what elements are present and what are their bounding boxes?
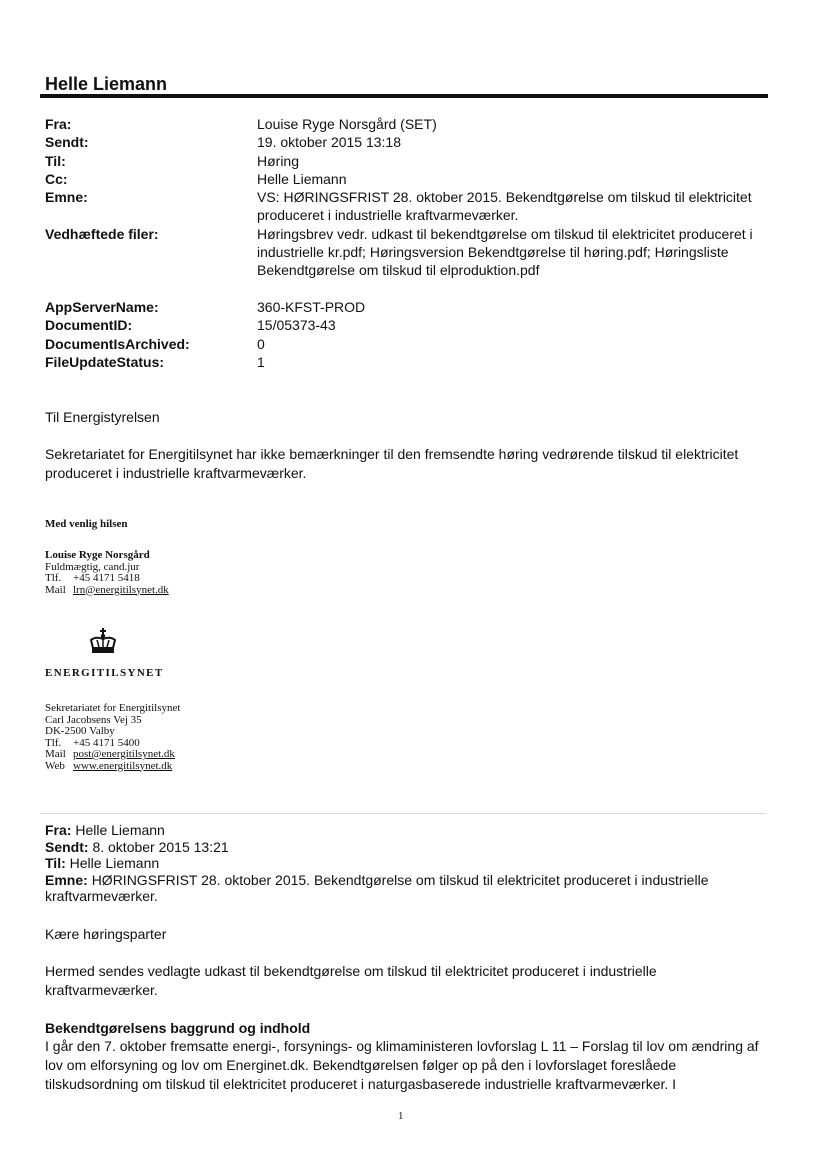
header-label: Emne:	[45, 189, 88, 206]
signature-mail-line	[45, 585, 169, 597]
office-mail-link[interactable]: post@energitilsynet.dk	[73, 748, 175, 760]
meta-label: FileUpdateStatus:	[45, 353, 165, 370]
energitilsynet-logo-text: ENERGITILSYNET	[45, 667, 164, 679]
fwd-sent-label: Sendt:	[45, 838, 89, 855]
meta-label: AppServerName:	[45, 299, 159, 315]
header-value: Louise Ryge Norsgård (SET)	[257, 116, 437, 132]
signature-name: Louise Ryge Norsgård	[45, 549, 150, 561]
header-label: Vedhæftede filer:	[45, 225, 159, 242]
signature-mail-link[interactable]: lrn@energitilsynet.dk	[73, 583, 169, 596]
meta-value: 1	[257, 353, 265, 370]
forward-body: Hermed sendes vedlagte udkast til bekendtgørelse om tilskud til elektricitet produceret i industrielle kraftvarmeværker.	[45, 963, 657, 998]
sender-name-heading: Helle Liemann	[45, 74, 168, 94]
meta-row-documentid	[45, 316, 765, 334]
web-label: Web	[45, 759, 65, 772]
crown-logo-icon	[88, 628, 118, 656]
office-city: DK-2500 Valby	[45, 725, 115, 737]
forwarded-header	[45, 822, 765, 905]
header-label: Cc:	[45, 170, 68, 187]
heading-rule	[40, 94, 768, 98]
meta-value: 360-KFST-PROD	[257, 299, 366, 315]
forward-separator	[40, 813, 766, 814]
greeting: Til Energistyrelsen	[45, 409, 160, 425]
fwd-sent-line	[45, 839, 765, 856]
signature-phone: +45 4171 5418	[73, 572, 140, 584]
office-org: Sekretariatet for Energitilsynet	[45, 702, 181, 714]
header-row-sent	[45, 133, 765, 151]
reply-body: Sekretariatet for Energitilsynet har ikke bemærkninger til den fremsendte høring vedrørende tilskud til elektricitet produceret i industrielle kraftvarmeværker.	[45, 446, 739, 481]
header-row-from	[45, 115, 765, 133]
header-value: Høring	[257, 152, 300, 169]
meta-label: DocumentID:	[45, 317, 133, 334]
section-title: Bekendtgørelsens baggrund og indhold	[45, 1020, 311, 1036]
header-value: VS: HØRINGSFRIST 28. oktober 2015. Bekendtgørelse om tilskud til elektricitet produceret i industrielle kraftvarmeværker.	[257, 189, 752, 224]
meta-row-archived	[45, 335, 765, 353]
fwd-from-line	[45, 822, 765, 839]
meta-value: 0	[257, 335, 265, 352]
fwd-to: Helle Liemann	[69, 855, 160, 871]
fwd-from-label: Fra:	[45, 822, 72, 838]
header-label: Fra:	[45, 116, 72, 132]
phone-label: Tlf.	[45, 572, 62, 584]
header-row-to	[45, 152, 765, 170]
office-web-link[interactable]: www.energitilsynet.dk	[73, 759, 173, 772]
meta-value: 15/05373-43	[257, 317, 336, 334]
header-row-attachments	[45, 225, 765, 280]
fwd-subject-line	[45, 872, 765, 905]
office-street: Carl Jacobsens Vej 35	[45, 713, 142, 726]
document-meta-fields	[45, 298, 765, 371]
header-value: Høringsbrev vedr. udkast til bekendtgørelse om tilskud til elektricitet produceret i industrielle kr.pdf; Høringsversion Bekendtgørelse til høring.pdf; Høringsliste Bekendtgørelse om tilskud til elproduktion.pdf	[257, 225, 753, 279]
fwd-subject-label: Emne:	[45, 871, 88, 888]
fwd-to-line	[45, 855, 765, 872]
fwd-to-label: Til:	[45, 855, 66, 871]
fwd-sent: 8. oktober 2015 13:21	[92, 838, 229, 855]
mail-label: Mail	[45, 748, 66, 760]
signature-title: Fuldmægtig, cand.jur	[45, 560, 140, 573]
salutation: Kære høringsparter	[45, 926, 167, 942]
header-value: Helle Liemann	[257, 170, 347, 187]
header-row-subject	[45, 188, 765, 225]
header-label: Sendt:	[45, 134, 89, 151]
office-web-line	[45, 761, 180, 773]
meta-row-updatestatus	[45, 353, 765, 371]
section-text: I går den 7. oktober fremsatte energi-, forsynings- og klimaministeren lovforslag L 11 – Forslag til lov om ændring af lov om elforsyning og lov om Energinet.dk. Bekendtgørelsen følger op på den i lovforslaget foreslåede tilskudsordning om tilskud til elektricitet produceret i naturgasbaserede industrielle kraftvarmeværker. I	[45, 1038, 759, 1092]
meta-label: DocumentIsArchived:	[45, 335, 190, 352]
office-phone: +45 4171 5400	[73, 736, 140, 749]
email-header-fields	[45, 115, 765, 280]
phone-label: Tlf.	[45, 736, 62, 749]
closing: Med venlig hilsen	[45, 518, 128, 530]
mail-label: Mail	[45, 583, 66, 596]
fwd-subject: HØRINGSFRIST 28. oktober 2015. Bekendtgørelse om tilskud til elektricitet produceret i industrielle kraftvarmeværker.	[45, 871, 709, 904]
page-number: 1	[398, 1110, 404, 1122]
header-label: Til:	[45, 152, 66, 169]
header-row-cc	[45, 170, 765, 188]
meta-row-appserver	[45, 298, 765, 316]
header-value: 19. oktober 2015 13:18	[257, 134, 402, 151]
signature-block	[45, 550, 169, 596]
fwd-from: Helle Liemann	[75, 822, 165, 838]
office-address-block	[45, 703, 180, 772]
